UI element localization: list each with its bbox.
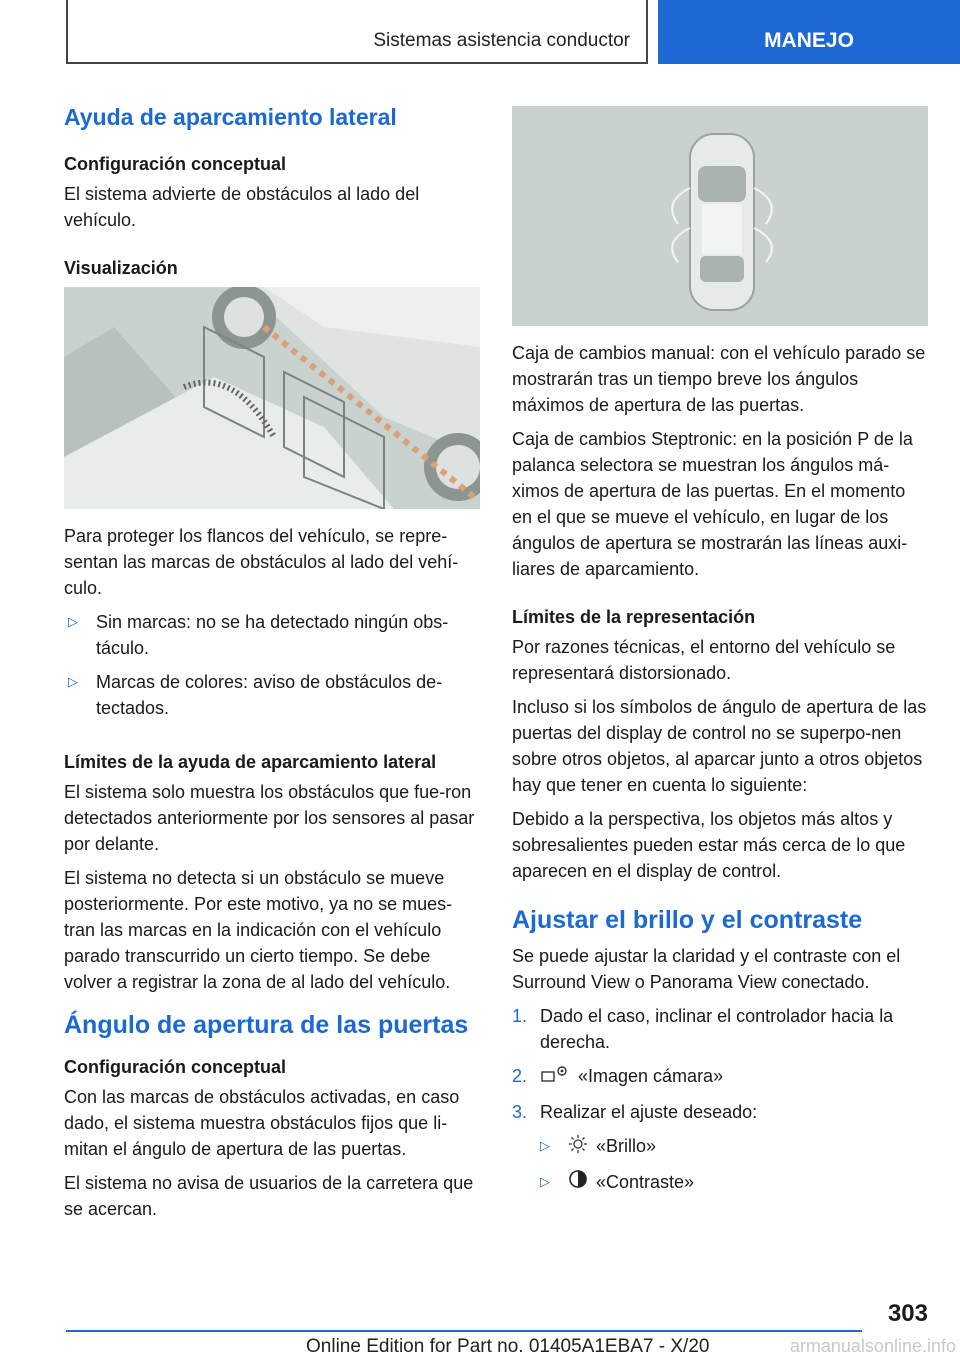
page-number: 303 (887, 1300, 928, 1327)
list-item: 2. «Imagen cámara» (512, 1063, 928, 1091)
camera-settings-icon (540, 1064, 570, 1091)
door-angle-illustration (512, 106, 928, 326)
concept-heading: Configuración conceptual (64, 154, 287, 174)
steptronic-text: Caja de cambios Steptronic: en la posición P de la palanca selectora se muestran los ángulos má‐ximos de apertura de las puertas. En el momento en el que se mueve el vehículo, en lugar de los ángulos de apertura se mostrarán las líneas auxi‐liares de aparcamiento. (512, 429, 913, 579)
footer-edition: Online Edition for Part no. 01405A1EBA7 - X/20 (306, 1336, 710, 1357)
brightness-intro: Se puede ajustar la claridad y el contraste con el Surround View o Panorama View conectado. (512, 946, 901, 992)
limits-text-2: El sistema no detecta si un obstáculo se mueve posteriormente. Por este motivo, ya no se mues‐tran las marcas en la indicación con el vehículo parado transcurrido un cierto tiempo. Se debe volver a registrar la zona de al lado del vehículo. (64, 868, 453, 992)
door-concept-heading: Configuración conceptual (64, 1057, 287, 1077)
concept-text: El sistema advierte de obstáculos al lado del vehículo. (64, 184, 420, 230)
representation-text-3: Debido a la perspectiva, los objetos más altos y sobresalientes pueden estar más cerca de lo que aparecen en el display de control. (512, 809, 906, 881)
list-item: ▷ Marcas de colores: aviso de obstáculos de‐tectados. (64, 669, 480, 721)
watermark: armanualsonline.info (789, 1336, 956, 1356)
triangle-bullet-icon: ▷ (68, 674, 78, 689)
triangle-bullet-icon: ▷ (540, 1137, 550, 1153)
footer-divider (66, 1330, 862, 1332)
section-title-door-angle: Ángulo de apertura de las puertas (64, 1011, 469, 1039)
marks-list (64, 609, 480, 721)
left-column (64, 100, 480, 1230)
triangle-bullet-icon: ▷ (68, 614, 78, 629)
list-item: 1. Dado el caso, inclinar el controlador hacia la derecha. (512, 1006, 894, 1052)
representation-limits-heading: Límites de la representación (512, 607, 756, 627)
limits-heading: Límites de la ayuda de aparcamiento lateral (64, 752, 437, 772)
adjust-options (540, 1133, 928, 1197)
contrast-icon (568, 1169, 588, 1196)
list-item: ▷ «Brillo» (540, 1133, 928, 1161)
triangle-bullet-icon: ▷ (540, 1173, 550, 1189)
representation-text-1: Por razones técnicas, el entorno del vehículo se representará distorsionado. (512, 637, 896, 683)
list-item: ▷ Sin marcas: no se ha detectado ningún obs‐táculo. (64, 609, 480, 661)
display-text: Para proteger los flancos del vehículo, se repre‐sentan las marcas de obstáculos al lado del vehí‐culo. (64, 526, 459, 598)
door-text-1: Con las marcas de obstáculos activadas, en caso dado, el sistema muestra obstáculos fijos que li‐mitan el ángulo de apertura de las puertas. (64, 1087, 460, 1159)
right-column (512, 106, 928, 1204)
list-item: 3. Realizar el ajuste deseado: ▷ «Brillo» ▷ «Contraste» (512, 1099, 928, 1197)
header-section-title: Sistemas asistencia conductor (373, 30, 630, 51)
limits-text-1: El sistema solo muestra los obstáculos que fue‐ron detectados anteriormente por los sensores al pasar por delante. (64, 782, 475, 854)
parking-side-illustration (64, 287, 480, 509)
section-title-brightness: Ajustar el brillo y el contraste (512, 906, 863, 934)
manual-gearbox-text: Caja de cambios manual: con el vehículo parado se mostrarán tras un tiempo breve los ángulos máximos de apertura de las puertas. (512, 343, 926, 415)
section-title-side-parking: Ayuda de aparcamiento lateral (64, 104, 397, 130)
header-chapter-tab[interactable]: MANEJO (658, 0, 960, 64)
door-text-2: El sistema no avisa de usuarios de la carretera que se acercan. (64, 1173, 474, 1219)
brightness-icon (568, 1134, 588, 1161)
brightness-steps (512, 1003, 928, 1196)
display-heading: Visualización (64, 258, 178, 278)
list-item: ▷ «Contraste» (540, 1169, 928, 1197)
representation-text-2: Incluso si los símbolos de ángulo de apertura de las puertas del display de control no se superpo‐nen sobre otros objetos, al aparcar junto a otros objetos hay que tener en cuenta lo siguiente: (512, 697, 927, 795)
